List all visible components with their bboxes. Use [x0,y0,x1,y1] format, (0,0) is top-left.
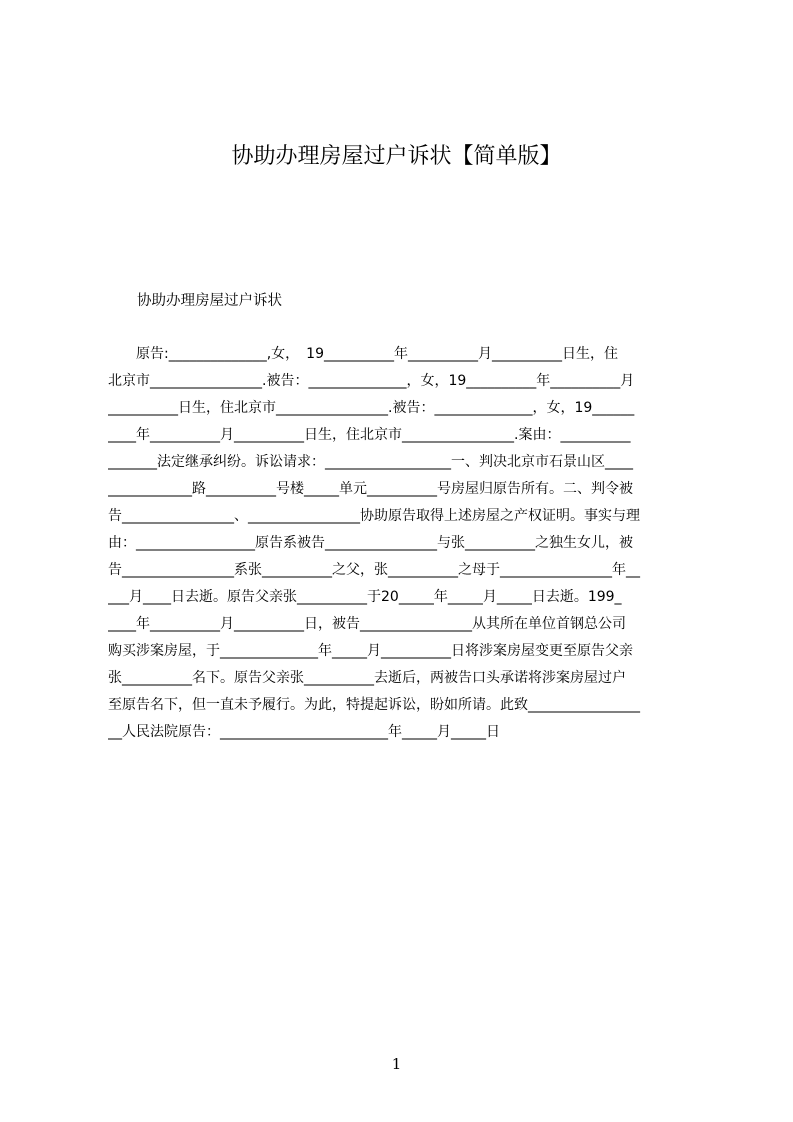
body-line: 北京市________________.被告：______________，女，19__________年__________月 [108,373,635,389]
body-line: __人民法院原告：________________________年_____月_____日 [108,724,500,740]
body-line: ____年__________月__________日生，住北京市________________.案由：__________ [108,427,631,443]
body-line: 告________________系张__________之父，张__________之母于________________年__ [108,562,640,578]
body-line: __________日生，住北京市________________.被告：______________，女，19______ [108,400,635,416]
body-line: ___月____日去逝。原告父亲张__________于20_____年_____月_____日去逝。199_ [108,589,622,605]
body-line: 告________________、________________协助原告取得上述房屋之产权证明。事实与理 [108,508,640,524]
document-title: 协助办理房屋过户诉状【简单版】 [231,144,562,169]
body-line: ____________路__________号楼_____单元__________号房屋归原告所有。二、判令被 [108,481,633,497]
body-line: 由：_________________原告系被告________________与张__________之独生女儿，被 [108,535,633,551]
body-line: ____年__________月__________日，被告________________从其所在单位首钢总公司 [108,616,626,632]
body-line: 原告:______________,女， 19__________年__________月__________日生，住 [108,346,618,362]
body-line: 张__________名下。原告父亲张__________去逝后，两被告口头承诺将涉案房屋过户 [108,670,626,686]
body-line: 至原告名下，但一直未予履行。为此，特提起诉讼，盼如所请。此致________________ [108,697,640,713]
page-number: 1 [391,1055,402,1073]
document-subtitle: 协助办理房屋过户诉状 [137,293,282,309]
body-line: 购买涉案房屋，于______________年_____月__________日将涉案房屋变更至原告父亲 [108,643,633,659]
body-line: _______法定继承纠纷。诉讼请求：__________________一、判决北京市石景山区____ [108,454,633,470]
